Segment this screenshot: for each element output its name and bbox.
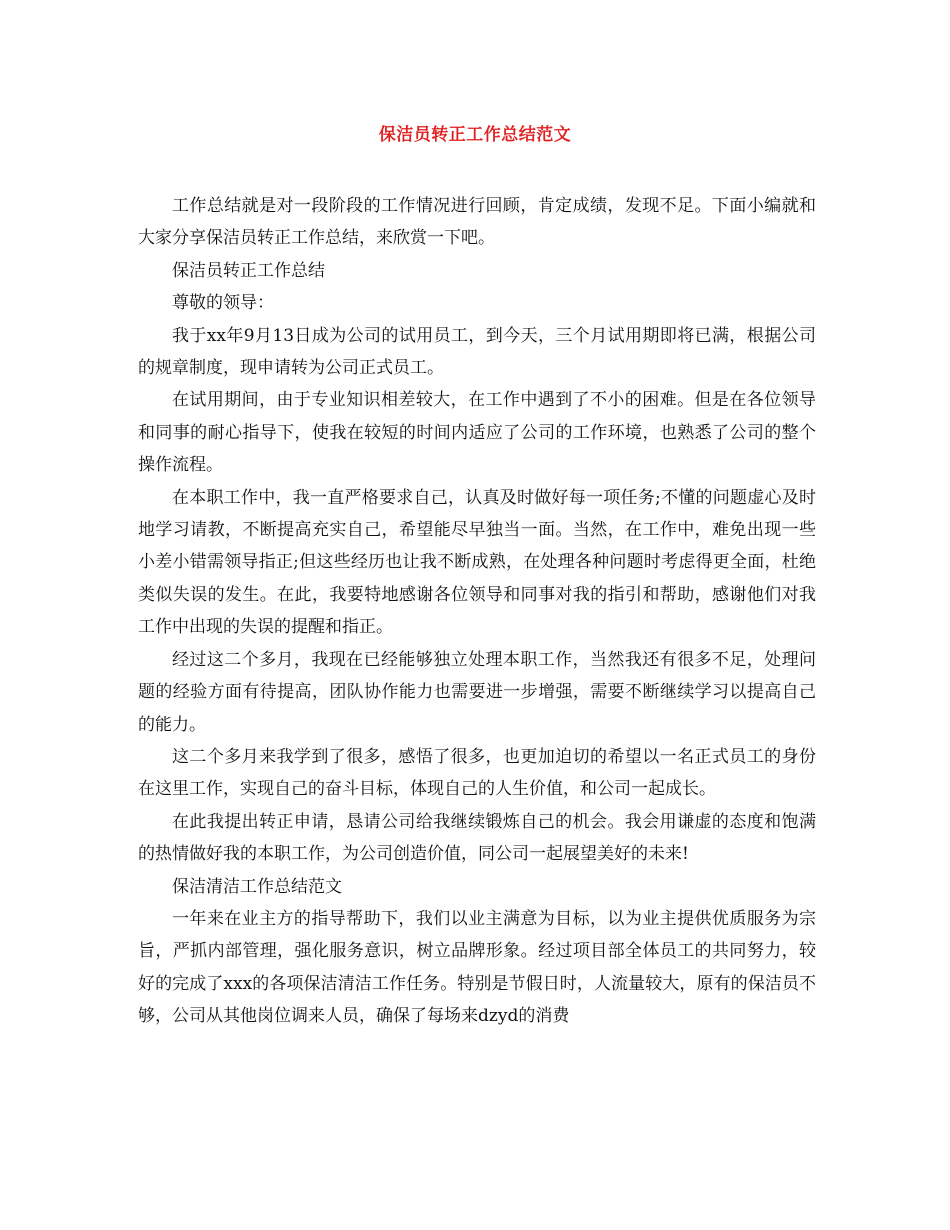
- section-heading-summary: 保洁员转正工作总结: [172, 260, 325, 281]
- salutation: 尊敬的领导：: [172, 293, 274, 314]
- paragraph-application: 我于xx年9月13日成为公司的试用员工，到今天，三个月试用期即将已满，根据公司的规章制度，现申请转为公司正式员工。: [138, 325, 816, 379]
- paragraph-annual: 一年来在业主方的指导帮助下，我们以业主满意为目标，以为业主提供优质服务为宗旨，严抓内部管理，强化服务意识，树立品牌形象。经过项目部全体员工的共同努力，较好的完成了xxx的各项保洁清洁工作任务。特别是节假日时，人流量较大，原有的保洁员不够，公司从其他岗位调来人员，确保了每场来dzyd的消费: [138, 908, 816, 1027]
- paragraph-duties: 在本职工作中，我一直严格要求自己，认真及时做好每一项任务;不懂的问题虚心及时地学习请教，不断提高充实自己，希望能尽早独当一面。当然，在工作中，难免出现一些小差小错需领导指正;但这些经历也让我不断成熟，在处理各种问题时考虑得更全面，杜绝类似失误的发生。在此，我要特地感谢各位领导和同事对我的指引和帮助，感谢他们对我工作中出现的失误的提醒和指正。: [138, 487, 816, 638]
- paragraph-intro: 工作总结就是对一段阶段的工作情况进行回顾，肯定成绩，发现不足。下面小编就和大家分享保洁员转正工作总结，来欣赏一下吧。: [138, 196, 816, 249]
- section-heading-cleaning: 保洁清洁工作总结范文: [172, 876, 342, 897]
- paragraph-probation: 在试用期间，由于专业知识相差较大，在工作中遇到了不小的困难。但是在各位领导和同事的耐心指导下，使我在较短的时间内适应了公司的工作环境，也熟悉了公司的整个操作流程。: [138, 390, 816, 476]
- paragraph-progress: 经过这二个多月，我现在已经能够独立处理本职工作，当然我还有很多不足，处理问题的经验方面有待提高，团队协作能力也需要进一步增强，需要不断继续学习以提高自己的能力。: [138, 649, 816, 735]
- document-body: [138, 190, 816, 1033]
- document-title: 保洁员转正工作总结范文: [378, 125, 572, 145]
- paragraph-request: 在此我提出转正申请，恳请公司给我继续锻炼自己的机会。我会用谦虚的态度和饱满的热情做好我的本职工作，为公司创造价值，同公司一起展望美好的未来!: [138, 811, 816, 865]
- paragraph-learning: 这二个多月来我学到了很多，感悟了很多，也更加迫切的希望以一名正式员工的身份在这里工作，实现自己的奋斗目标，体现自己的人生价值，和公司一起成长。: [138, 746, 816, 800]
